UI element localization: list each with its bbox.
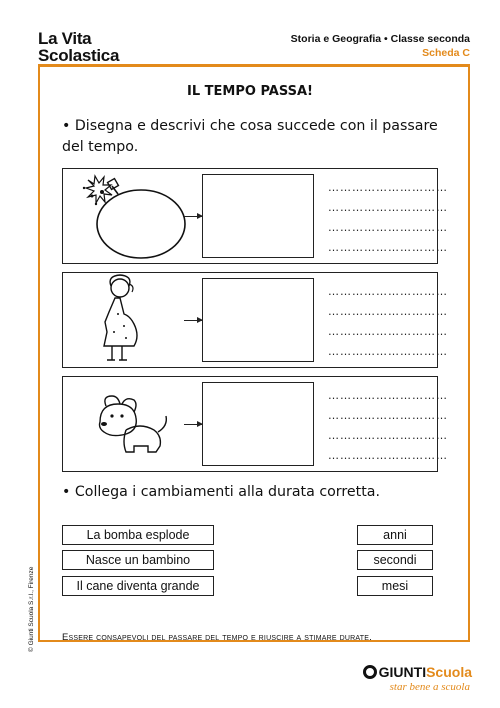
instruction-match: • Collega i cambiamenti alla durata corretta. — [62, 484, 380, 500]
dotted-line[interactable]: ………………………… — [328, 305, 448, 318]
dotted-line[interactable]: ………………………… — [328, 221, 448, 234]
dotted-line[interactable]: ………………………… — [328, 201, 448, 214]
instruction-draw: • Disegna e descrivi che cosa succede con il passare del tempo. — [62, 118, 438, 155]
drawing-box-2[interactable] — [202, 278, 314, 362]
sheet-label: Scheda C — [422, 47, 470, 59]
learning-objective: Essere consapevoli del passare del tempo e riuscire a stimare durate. — [62, 632, 372, 643]
arrow-icon — [184, 424, 202, 425]
dotted-line[interactable]: ………………………… — [328, 181, 448, 194]
dotted-line[interactable]: ………………………… — [328, 409, 448, 422]
duration-item[interactable]: mesi — [357, 576, 433, 596]
duration-item[interactable]: secondi — [357, 550, 433, 570]
puppy-illustration — [92, 392, 172, 456]
copyright-note: © Giunti Scuola S.r.l., Firenze — [28, 566, 35, 652]
logo-line-2: Scolastica — [38, 46, 120, 65]
dotted-line[interactable]: ………………………… — [328, 285, 448, 298]
pregnant-woman-illustration — [96, 274, 156, 366]
answer-lines-2[interactable] — [328, 282, 448, 362]
publisher-g-icon — [363, 665, 377, 679]
answer-lines-3[interactable] — [328, 386, 448, 466]
answer-lines-1[interactable] — [328, 178, 448, 258]
bomb-illustration — [66, 170, 196, 262]
dotted-line[interactable]: ………………………… — [328, 449, 448, 462]
worksheet-title: IL TEMPO PASSA! — [187, 84, 313, 99]
dotted-line[interactable]: ………………………… — [328, 325, 448, 338]
dotted-line[interactable]: ………………………… — [328, 241, 448, 254]
event-item[interactable]: Nasce un bambino — [62, 550, 214, 570]
drawing-box-3[interactable] — [202, 382, 314, 466]
dotted-line[interactable]: ………………………… — [328, 429, 448, 442]
dotted-line[interactable]: ………………………… — [328, 389, 448, 402]
logo-line-1: La Vita — [38, 29, 92, 48]
dotted-line[interactable]: ………………………… — [328, 345, 448, 358]
brand-tagline: star bene a scuola — [389, 681, 470, 693]
subject-label: Storia e Geografia • Classe seconda — [290, 33, 470, 45]
publisher-logo — [363, 664, 472, 680]
duration-item[interactable]: anni — [357, 525, 433, 545]
arrow-icon — [184, 320, 202, 321]
brand-sub: Scuola — [426, 664, 472, 680]
drawing-box-1[interactable] — [202, 174, 314, 258]
event-item[interactable]: Il cane diventa grande — [62, 576, 214, 596]
brand-main: GIUNTI — [378, 664, 427, 680]
magazine-logo — [38, 30, 119, 64]
arrow-icon — [184, 216, 202, 217]
event-item[interactable]: La bomba esplode — [62, 525, 214, 545]
